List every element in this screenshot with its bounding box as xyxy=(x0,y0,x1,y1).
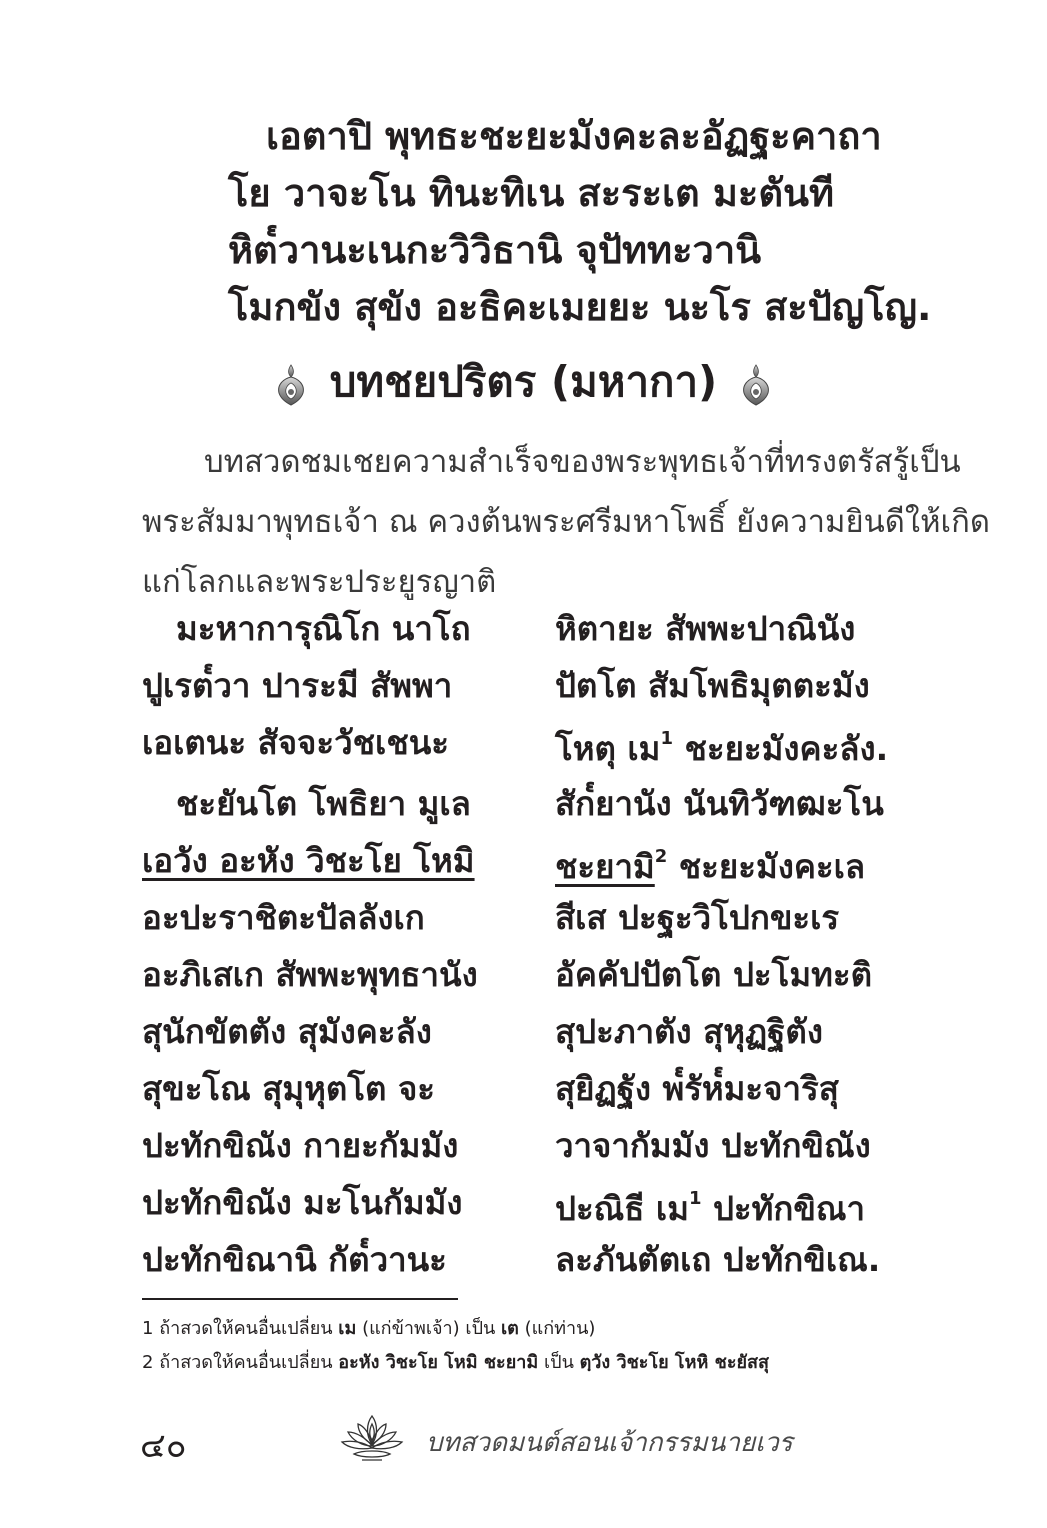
verse-left: มะหาการุณิโก นาโถ xyxy=(176,609,471,648)
verse-right xyxy=(555,1174,865,1237)
verse-right: วาจากัมมัง ปะทักขิณัง xyxy=(555,1126,871,1165)
verse-row xyxy=(142,1117,922,1174)
footnote-text: เป็น xyxy=(543,1352,574,1373)
verse-right: สุปะภาตัง สุหุฏฐิตัง xyxy=(555,1012,823,1051)
footnote-ref: 2 xyxy=(654,846,668,867)
verse-right-text: ชะยะมังคะลัง. xyxy=(672,729,889,768)
section-title-row xyxy=(0,352,1047,412)
verse-left: ปะทักขิณานิ กัต๎วานะ xyxy=(142,1240,447,1279)
intro-line: บทสวดชมเชยความสำเร็จของพระพุทธเจ้าที่ทรงตรัสรู้เป็น xyxy=(204,444,961,480)
verse-left: อะภิเสเก สัพพะพุทธานัง xyxy=(142,955,478,994)
verse-right: ละภันตัตเถ ปะทักขิเณ. xyxy=(555,1240,881,1279)
footnote-term: ตฺวัง วิชะโย โหหิ ชะยัสสุ xyxy=(579,1352,770,1373)
footnote-text: (แก่ท่าน) xyxy=(524,1318,596,1339)
verse-row xyxy=(142,775,922,832)
page-number: ๔๐ xyxy=(140,1426,187,1466)
verse-left: อะปะราชิตะปัลลังเก xyxy=(142,898,425,937)
intro-line: แก่โลกและพระประยูรญาติ xyxy=(142,564,497,600)
footnote-text: ถ้าสวดให้คนอื่นเปลี่ยน xyxy=(159,1352,333,1373)
book-title: บทสวดมนต์สอนเจ้ากรรมนายเวร xyxy=(426,1428,793,1458)
verse-left: ปะทักขิณัง มะโนกัมมัง xyxy=(142,1183,463,1222)
verse-right: สุยิฏฐัง พ๎รัห๎มะจาริสุ xyxy=(555,1069,839,1108)
stanza-line: โย วาจะโน ทินะทิเน สะระเต มะตันที xyxy=(228,171,835,215)
verse-row xyxy=(142,1231,922,1288)
verse-right xyxy=(555,714,888,777)
verse-left: ปะทักขิณัง กายะกัมมัง xyxy=(142,1126,459,1165)
verse-row xyxy=(142,1060,922,1117)
intro-line: พระสัมมาพุทธเจ้า ณ ควงต้นพระศรีมหาโพธิ์ ยังความยินดีให้เกิด xyxy=(142,504,991,540)
thai-flame-ornament-icon xyxy=(273,363,309,407)
verse-right: อัคคัปปัตโต ปะโมทะติ xyxy=(555,955,872,994)
lotus-icon xyxy=(340,1410,404,1466)
verse-row xyxy=(142,889,922,946)
footnote-text: (แก่ข้าพเจ้า) เป็น xyxy=(362,1318,496,1339)
footnote xyxy=(142,1346,769,1380)
verse-row xyxy=(142,946,922,1003)
verse-left: สุขะโณ สุมุหุตโต จะ xyxy=(142,1069,436,1108)
verse-left: ปูเรต๎วา ปาระมี สัพพา xyxy=(142,666,453,705)
verse-right-text: ชะยามิ xyxy=(555,847,655,886)
verse-columns xyxy=(142,600,922,1288)
footnote-divider xyxy=(142,1298,458,1300)
footnote-ref: 1 xyxy=(688,1188,702,1209)
verse-row xyxy=(142,600,922,657)
verse-row xyxy=(142,714,922,771)
verse-left-underlined: เอวัง อะหัง วิชะโย โหมิ xyxy=(142,841,475,880)
stanza-line: หิต๎วานะเนกะวิวิธานิ จุปัททะวานิ xyxy=(228,228,762,272)
opening-stanza xyxy=(228,108,931,336)
stanza-line: เอตาปิ พุทธะชะยะมังคะละอัฏฐะคาถา xyxy=(266,114,882,158)
page-footer xyxy=(140,1410,840,1470)
verse-right xyxy=(555,832,865,895)
footnote-ref: 1 xyxy=(660,728,673,749)
verse-row xyxy=(142,657,922,714)
verse-row xyxy=(142,1174,922,1231)
verse-right-text: ชะยะมังคะเล xyxy=(667,847,866,886)
verse-row xyxy=(142,832,922,889)
footnote-term: เม xyxy=(338,1318,357,1339)
verse-right: หิตายะ สัพพะปาณินัง xyxy=(555,609,856,648)
footnote-text: ถ้าสวดให้คนอื่นเปลี่ยน xyxy=(159,1318,333,1339)
footnote-term: เต xyxy=(501,1318,519,1339)
verse-row xyxy=(142,1003,922,1060)
verse-left: เอเตนะ สัจจะวัชเชนะ xyxy=(142,723,450,762)
footnote-number: 2 xyxy=(142,1352,154,1373)
verse-right-text: ปะณิธี เม xyxy=(555,1189,689,1228)
verse-left: สุนักขัตตัง สุมังคะลัง xyxy=(142,1012,432,1051)
verse-right: สีเส ปะฐะวิโปกขะเร xyxy=(555,898,840,937)
thai-flame-ornament-icon xyxy=(738,363,774,407)
verse-right-text: ปะทักขิณา xyxy=(701,1189,866,1228)
footnote-number: 1 xyxy=(142,1318,154,1339)
footnotes xyxy=(142,1312,769,1380)
verse-right: สัก๎ยานัง นันทิวัฑฒะโน xyxy=(555,784,884,823)
verse-left: ชะยันโต โพธิยา มูเล xyxy=(176,784,471,823)
verse-right: ปัตโต สัมโพธิมุตตะมัง xyxy=(555,666,870,705)
footnote-term: อะหัง วิชะโย โหมิ ชะยามิ xyxy=(338,1352,539,1373)
intro-paragraph xyxy=(142,432,991,612)
footnote xyxy=(142,1312,769,1346)
stanza-line: โมกขัง สุขัง อะธิคะเมยยะ นะโร สะปัญโญ. xyxy=(228,285,932,329)
verse-right-text: โหตุ เม xyxy=(555,729,661,768)
section-title: บทชยปริตร (มหากา) xyxy=(329,357,718,406)
